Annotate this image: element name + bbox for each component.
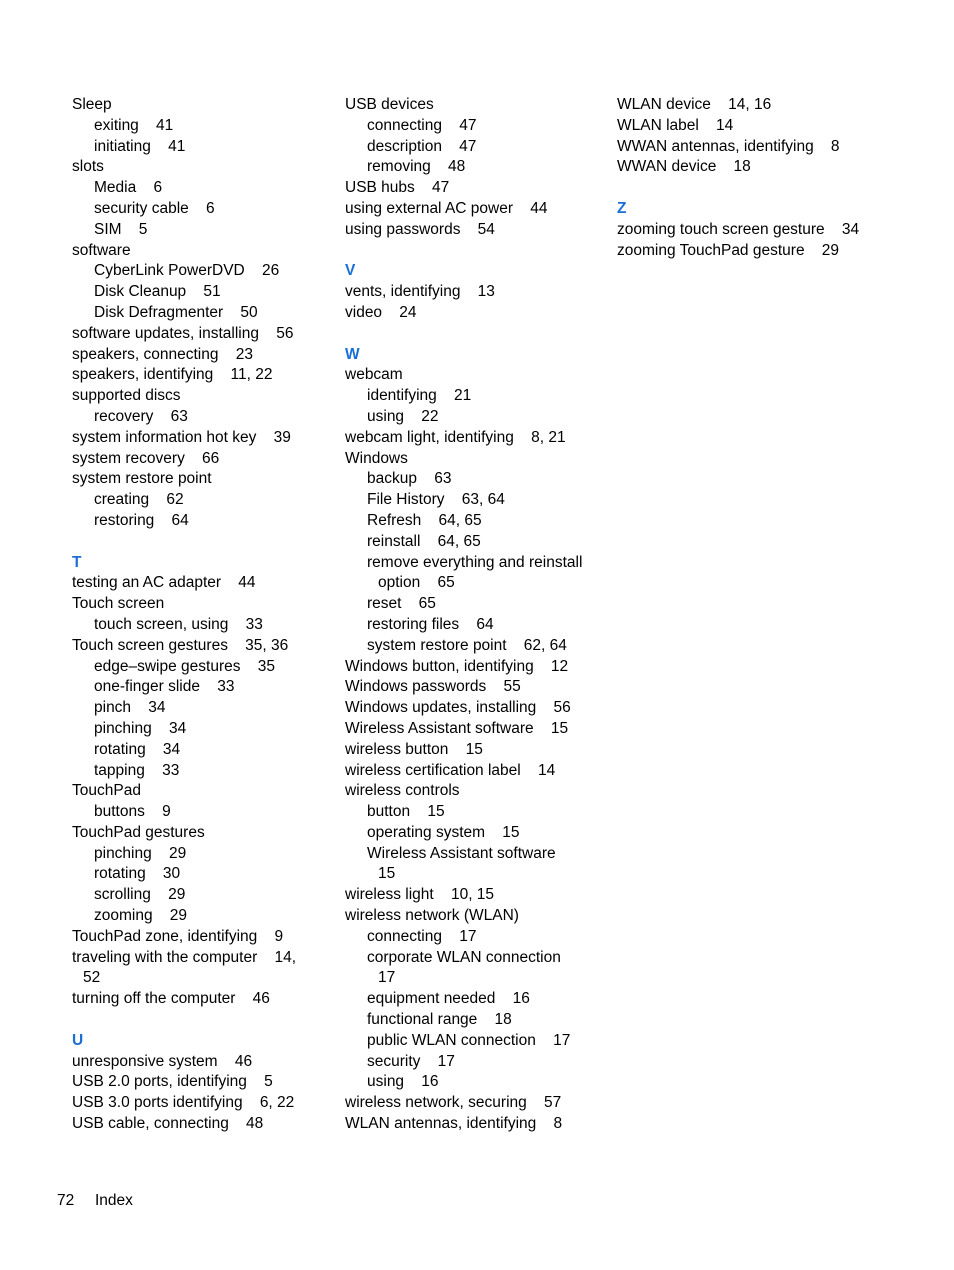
index-column-1 (72, 95, 322, 1135)
index-entry: using passwords 54 (345, 220, 495, 238)
index-subentry: touch screen, using 33 (94, 615, 263, 633)
index-entry: software (72, 241, 131, 259)
index-subentry: SIM 5 (94, 220, 148, 238)
index-entry: traveling with the computer 14, (72, 948, 297, 966)
index-subentry: pinch 34 (94, 699, 166, 717)
index-subentry: security 17 (367, 1052, 455, 1070)
index-subentry: description 47 (367, 137, 477, 155)
index-entry: Wireless Assistant software 15 (345, 719, 569, 737)
index-subentry: restoring 64 (94, 511, 189, 529)
index-entry: video 24 (345, 303, 417, 321)
index-subentry: using 22 (367, 407, 439, 425)
index-subentry: reinstall 64, 65 (367, 532, 481, 550)
index-subentry: removing 48 (367, 158, 466, 176)
index-subentry: 52 (83, 969, 101, 987)
index-subentry: scrolling 29 (94, 886, 186, 904)
index-subentry: creating 62 (94, 491, 184, 509)
section-letter-t: T (72, 553, 82, 571)
index-entry: TouchPad zone, identifying 9 (72, 927, 284, 945)
index-entry: TouchPad (72, 782, 141, 800)
index-entry: Windows updates, installing 56 (345, 699, 571, 717)
index-entry: WLAN antennas, identifying 8 (345, 1115, 563, 1133)
index-entry: wireless button 15 (345, 740, 483, 758)
index-subentry: connecting 47 (367, 116, 477, 134)
section-letter-u: U (72, 1031, 84, 1049)
index-subentry: rotating 34 (94, 740, 181, 758)
index-column-2 (345, 95, 605, 1135)
index-subentry: Refresh 64, 65 (367, 511, 482, 529)
index-subentry: functional range 18 (367, 1011, 512, 1029)
index-entry: Touch screen (72, 595, 165, 613)
index-entry: zooming TouchPad gesture 29 (617, 241, 840, 259)
index-subentry: connecting 17 (367, 927, 477, 945)
index-entry: USB 2.0 ports, identifying 5 (72, 1073, 273, 1091)
index-entry: webcam light, identifying 8, 21 (345, 428, 566, 446)
index-subentry: CyberLink PowerDVD 26 (94, 262, 280, 280)
index-entry: webcam (345, 366, 403, 384)
index-subentry: pinching 29 (94, 844, 187, 862)
index-subentry: rotating 30 (94, 865, 181, 883)
index-entry: unresponsive system 46 (72, 1052, 253, 1070)
index-subentry: corporate WLAN connection (367, 948, 561, 966)
index-entry: Touch screen gestures 35, 36 (72, 636, 289, 654)
index-entry: USB hubs 47 (345, 179, 450, 197)
index-subentry: edge–swipe gestures 35 (94, 657, 275, 675)
index-subentry: reset 65 (367, 595, 436, 613)
index-entry: WLAN label 14 (617, 116, 734, 134)
index-entry: slots (72, 158, 104, 176)
index-subentry: button 15 (367, 803, 445, 821)
section-letter-w: W (345, 345, 360, 363)
index-entry: speakers, identifying 11, 22 (72, 366, 273, 384)
index-entry: USB cable, connecting 48 (72, 1115, 264, 1133)
index-entry: Windows (345, 449, 408, 467)
page-footer (57, 1191, 133, 1211)
index-entry: wireless network, securing 57 (345, 1094, 562, 1112)
index-entry: speakers, connecting 23 (72, 345, 253, 363)
index-subentry: security cable 6 (94, 199, 215, 217)
index-subentry: using 16 (367, 1073, 439, 1091)
index-subentry: File History 63, 64 (367, 491, 505, 509)
index-subentry: exiting 41 (94, 116, 174, 134)
index-entry: system recovery 66 (72, 449, 220, 467)
index-subentry: identifying 21 (367, 387, 472, 405)
index-subentry: equipment needed 16 (367, 990, 530, 1008)
index-entry: using external AC power 44 (345, 199, 548, 217)
index-entry: wireless controls (345, 782, 460, 800)
index-subentry: system restore point 62, 64 (367, 636, 567, 654)
index-subentry: backup 63 (367, 470, 452, 488)
index-subentry: 17 (378, 969, 396, 987)
index-subentry: one-finger slide 33 (94, 678, 235, 696)
index-entry: zooming touch screen gesture 34 (617, 220, 860, 238)
section-letter-z: Z (617, 199, 627, 217)
index-subentry: buttons 9 (94, 803, 171, 821)
index-entry: wireless network (WLAN) (345, 907, 519, 925)
index-subentry: remove everything and reinstall (367, 553, 583, 571)
index-subentry: option 65 (378, 574, 455, 592)
index-entry: system information hot key 39 (72, 428, 291, 446)
page-number: 72 (57, 1192, 75, 1209)
index-entry: software updates, installing 56 (72, 324, 294, 342)
index-entry: WWAN antennas, identifying 8 (617, 137, 840, 155)
index-entry: USB devices (345, 96, 434, 113)
index-entry: TouchPad gestures (72, 823, 205, 841)
index-subentry: Media 6 (94, 179, 163, 197)
index-subentry: restoring files 64 (367, 615, 494, 633)
index-entry: turning off the computer 46 (72, 990, 270, 1008)
index-subentry: recovery 63 (94, 407, 188, 425)
index-entry: system restore point (72, 470, 212, 488)
section-letter-v: V (345, 262, 356, 280)
index-entry: USB 3.0 ports identifying 6, 22 (72, 1094, 295, 1112)
index-subentry: initiating 41 (94, 137, 186, 155)
index-entry: WWAN device 18 (617, 158, 751, 176)
index-column-3 (617, 95, 897, 261)
index-subentry: Disk Defragmenter 50 (94, 303, 258, 321)
footer-section-title: Index (95, 1192, 133, 1209)
index-subentry: operating system 15 (367, 823, 520, 841)
index-entry: testing an AC adapter 44 (72, 574, 256, 592)
index-subentry: tapping 33 (94, 761, 180, 779)
index-entry: Windows button, identifying 12 (345, 657, 569, 675)
index-entry: Windows passwords 55 (345, 678, 521, 696)
index-subentry: Disk Cleanup 51 (94, 283, 221, 301)
index-entry: supported discs (72, 387, 181, 405)
index-subentry: zooming 29 (94, 907, 188, 925)
index-subentry: Wireless Assistant software (367, 844, 556, 862)
index-entry: wireless certification label 14 (345, 761, 556, 779)
index-entry: WLAN device 14, 16 (617, 96, 772, 113)
index-subentry: public WLAN connection 17 (367, 1031, 571, 1049)
index-entry: vents, identifying 13 (345, 283, 495, 301)
index-entry: Sleep (72, 96, 112, 113)
index-subentry: pinching 34 (94, 719, 187, 737)
index-entry: wireless light 10, 15 (345, 886, 495, 904)
index-subentry: 15 (378, 865, 396, 883)
